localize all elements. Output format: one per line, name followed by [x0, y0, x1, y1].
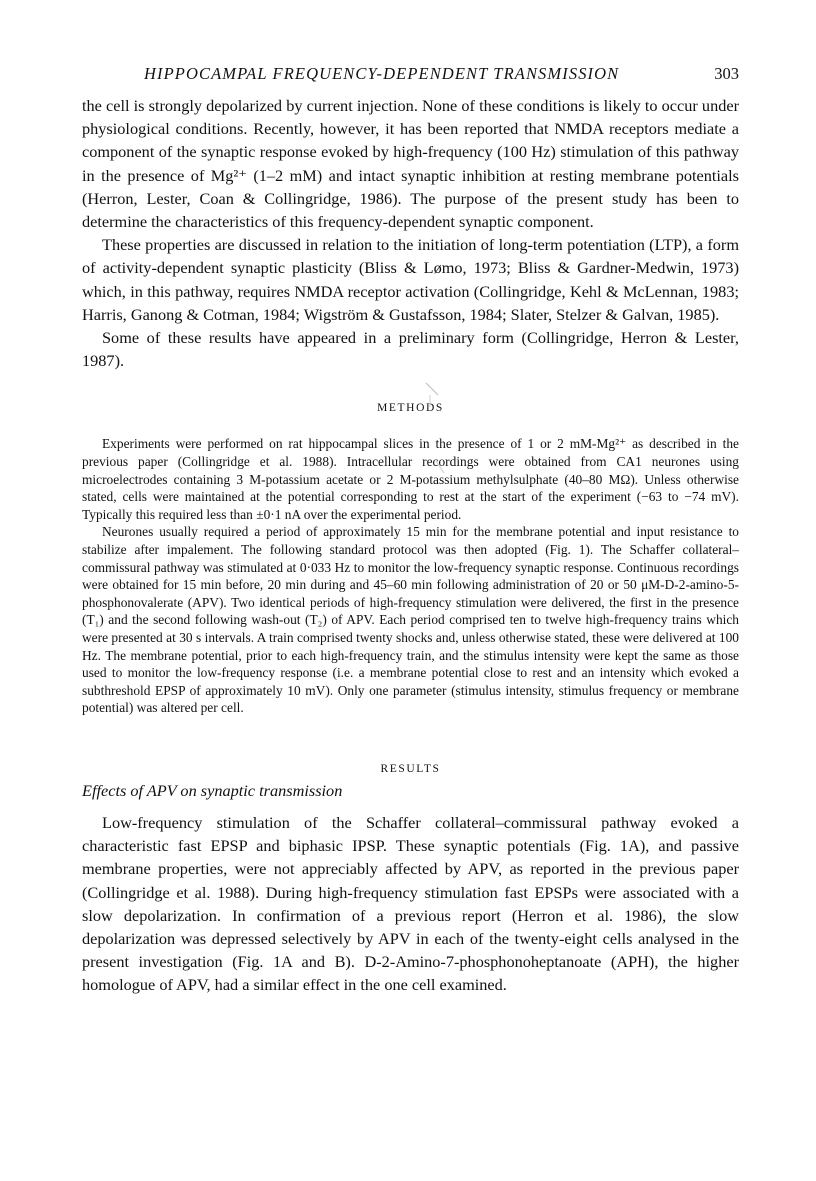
results-subheading: Effects of APV on synaptic transmission — [82, 780, 343, 800]
results-heading: RESULTS — [380, 762, 441, 775]
page-number: 303 — [714, 64, 739, 83]
methods-paragraph-2: Neurones usually required a period of approximately 15 min for the membrane potential and input resistance to stabilize after impalement. The following standard protocol was then adopted (Fig. 1). The Schaffer collateral–commissural pathway was stimulated at 0·033 Hz to monitor the low-frequency synaptic response. Continuous recordings were obtained for 15 min before, 20 min during and 45–60 min following administration of 20 or 50 μM-D-2-amino-5-phosphonovalerate (APV). Two identical periods of high-frequency stimulation were delivered, the first in the presence (T₁) and the second following wash-out (T₂) of APV. Each period comprised ten to twelve high-frequency trains which were presented at 30 s intervals. A train comprised twenty shocks and, unless otherwise stated, these were delivered at 100 Hz. The membrane potential, prior to each high-frequency train, and the stimulus intensity were kept the same as those used to monitor the low-frequency response (i.e. a membrane potential close to rest and an intensity which evoked a subthreshold EPSP of approximately 10 mV). Only one parameter (stimulus intensity, stimulus frequency or membrane potential) was altered per cell. — [82, 524, 739, 716]
intro-paragraph-1: the cell is strongly depolarized by current injection. None of these conditions is likely to occur under physiological conditions. Recently, however, it has been reported that NMDA receptors mediate a component of the synaptic response evoked by high-frequency (100 Hz) stimulation of this pathway in the presence of Mg²⁺ (1–2 mM) and intact synaptic inhibition at resting membrane potentials (Herron, Lester, Coan & Collingridge, 1986). The purpose of the present study has been to determine the characteristics of this frequency-dependent synaptic component. — [82, 96, 739, 232]
paper-page — [82, 64, 739, 997]
methods-paragraph-1: Experiments were performed on rat hippocampal slices in the presence of 1 or 2 mM-Mg²⁺ as described in the previous paper (Collingridge et al. 1988). Intracellular recordings were obtained from CA1 neurones using microelectrodes containing 3 M-potassium acetate or 2 M-potassium methylsulphate (40–80 MΩ). Unless otherwise stated, cells were maintained at the potential corresponding to rest at the start of the experiment (−63 to −74 mV). Typically this required less than ±0·1 nA over the experimental period. — [82, 436, 739, 522]
running-head — [82, 64, 739, 94]
intro-paragraph-3: Some of these results have appeared in a preliminary form (Collingridge, Herron & Lester, 1987). — [82, 328, 739, 371]
results-paragraph-1: Low-frequency stimulation of the Schaffer collateral–commissural pathway evoked a characteristic fast EPSP and biphasic IPSP. These synaptic potentials (Fig. 1A), and passive membrane properties, were not appreciably affected by APV, as reported in the previous paper (Collingridge et al. 1988). During high-frequency stimulation fast EPSPs were associated with a slow depolarization. In confirmation of a previous report (Herron et al. 1986), the slow depolarization was depressed selectively by APV in each of the twenty-eight cells analysed in the present investigation (Fig. 1A and B). D-2-Amino-7-phosphonoheptanoate (APH), the higher homologue of APV, had a similar effect in the one cell examined. — [82, 812, 739, 995]
scan-mark — [424, 381, 454, 481]
running-title: HIPPOCAMPAL FREQUENCY-DEPENDENT TRANSMISSION — [144, 64, 620, 83]
intro-paragraph-2: These properties are discussed in relation to the initiation of long-term potentiation (LTP), a form of activity-dependent synaptic plasticity (Bliss & Lømo, 1973; Bliss & Gardner-Medwin, 1973) which, in this pathway, requires NMDA receptor activation (Collingridge, Kehl & McLennan, 1983; Harris, Ganong & Cotman, 1984; Wigström & Gustafsson, 1984; Slater, Stelzer & Galvan, 1985). — [82, 235, 739, 324]
methods-heading: METHODS — [377, 402, 444, 415]
